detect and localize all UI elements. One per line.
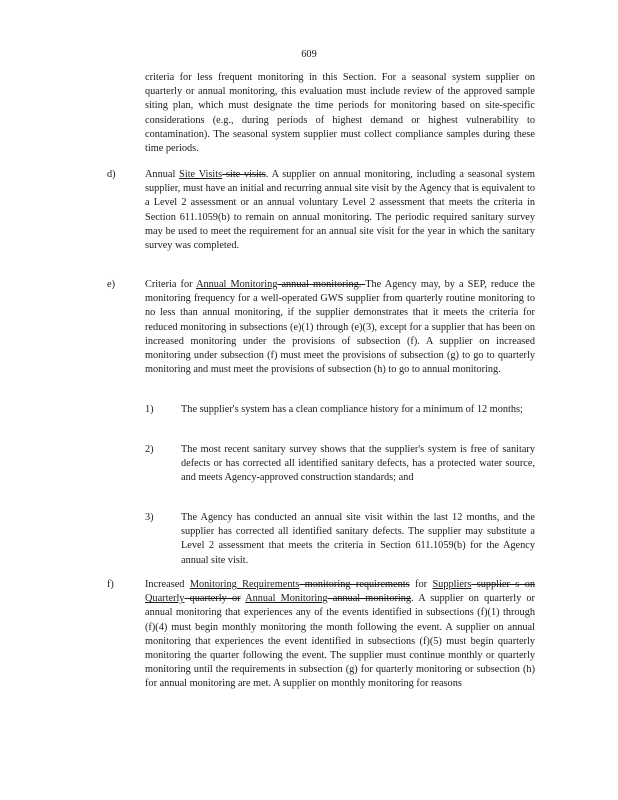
section-e-item-1 (181, 403, 535, 417)
section-e-text (145, 278, 535, 377)
section-f-underlined-1: Monitoring Requirements (189, 579, 300, 590)
section-e-item-1-text: The supplier's system has a clean compliance history for a minimum of 12 months; (181, 404, 523, 415)
section-e-lead: Criteria for (145, 279, 197, 290)
section-f-struck-3: quarterly or (184, 593, 241, 605)
section-f-struck-2: supplier s on (471, 579, 535, 590)
section-e-body: The Agency may, by a SEP, reduce the monitoring frequency for a well-operated GWS supplier from quarterly routine monitoring to no less than annual monitoring, if the supplier demonstrates that it meets the criteria for reduced monitoring in subsections (e)(1) through (e)(3), except for a supplier that has been on increased monitoring under the provisions of subsection (f). A supplier on increased monitoring under subsection (f) must meet the provisions of subsection (g) to go to quarterly monitoring and must meet the provisions of subsection (h) to go to annual monitoring. (145, 279, 535, 376)
section-e-item-2 (181, 443, 535, 486)
section-d-struck: site visits (222, 169, 266, 180)
section-f-text (145, 578, 535, 692)
section-e-underlined: Annual Monitoring (196, 279, 278, 290)
section-e-struck: annual monitoring. (277, 279, 366, 290)
section-d-text (145, 168, 535, 253)
section-d-lead: Annual (145, 169, 180, 180)
section-f-struck-4: annual monitoring (327, 593, 412, 605)
section-d-label: d) (107, 169, 116, 180)
page-number: 609 (301, 49, 317, 60)
intro-paragraph (145, 71, 535, 156)
section-e-item-3 (181, 511, 535, 568)
section-f-paragraph (145, 578, 535, 692)
section-e-item-1-label: 1) (145, 404, 154, 415)
section-f-underlined-4: Annual Monitoring (245, 593, 328, 605)
intro-text: criteria for less frequent monitoring in this Section. For a seasonal system supplier on quarterly or annual monitoring, this evaluation must include review of the approved sample siting plan, which must designate the time periods for monitoring based on site-specific considerations (e.g., during periods of highest demand or highest vulnerability to contamination). The seasonal system supplier must collect compliance samples during these time periods. (145, 72, 535, 155)
section-d-underlined: Site Visits (179, 169, 223, 180)
section-d-paragraph (145, 168, 535, 253)
section-e-item-3-text: The Agency has conducted an annual site visit within the last 12 months, and the supplier has corrected all identified sanitary defects. The supplier may substitute a Level 2 assessment that meets the criteria in Section 611.1059(b) for the Agency annual site visit. (181, 512, 535, 566)
section-f-struck-1: monitoring requirements (299, 579, 410, 590)
section-f-lead: Increased (145, 579, 190, 590)
section-f-body: . A supplier on quarterly or annual monitoring that experiences any of the events identified in subsections (f)(1) through (f)(4) must begin monthly monitoring the month following the event. A supplier on annual monitoring that experiences the event identified in subsections (f)(5) must begin quarterly monitoring the quarter following the event. The supplier must continue monthly or quarterly monitoring until the requirements in subsection (g) for quarterly monitoring or subsection (h) for annual monitoring are met. A supplier on monthly monitoring for reasons (145, 593, 535, 690)
section-d-body: . A supplier on annual monitoring, including a seasonal system supplier, must have an initial and recurring annual site visit by the Agency that is equivalent to a Level 2 assessment or an annual voluntary Level 2 assessment that meets the criteria in Section 611.1059(b) to remain on annual monitoring. The periodic required sanitary survey may be used to meet the requirement for an annual site visit for the year in which the sanitary survey was completed. (145, 169, 536, 252)
section-f-underlined-3: Quarterly (145, 593, 185, 605)
section-f-mid-1: for (409, 579, 433, 590)
section-f-underlined-2: Suppliers (432, 579, 472, 590)
section-e-label: e) (107, 279, 115, 290)
section-e-paragraph (145, 278, 535, 377)
section-e-item-3-label: 3) (145, 512, 154, 523)
section-f-label: f) (107, 579, 114, 590)
section-e-item-2-text: The most recent sanitary survey shows that the supplier's system is free of sanitary defects or has corrected all identified sanitary defects, has a protected water source, and meets Agency-approved construction standards; and (181, 444, 535, 484)
section-e-item-2-label: 2) (145, 444, 154, 455)
